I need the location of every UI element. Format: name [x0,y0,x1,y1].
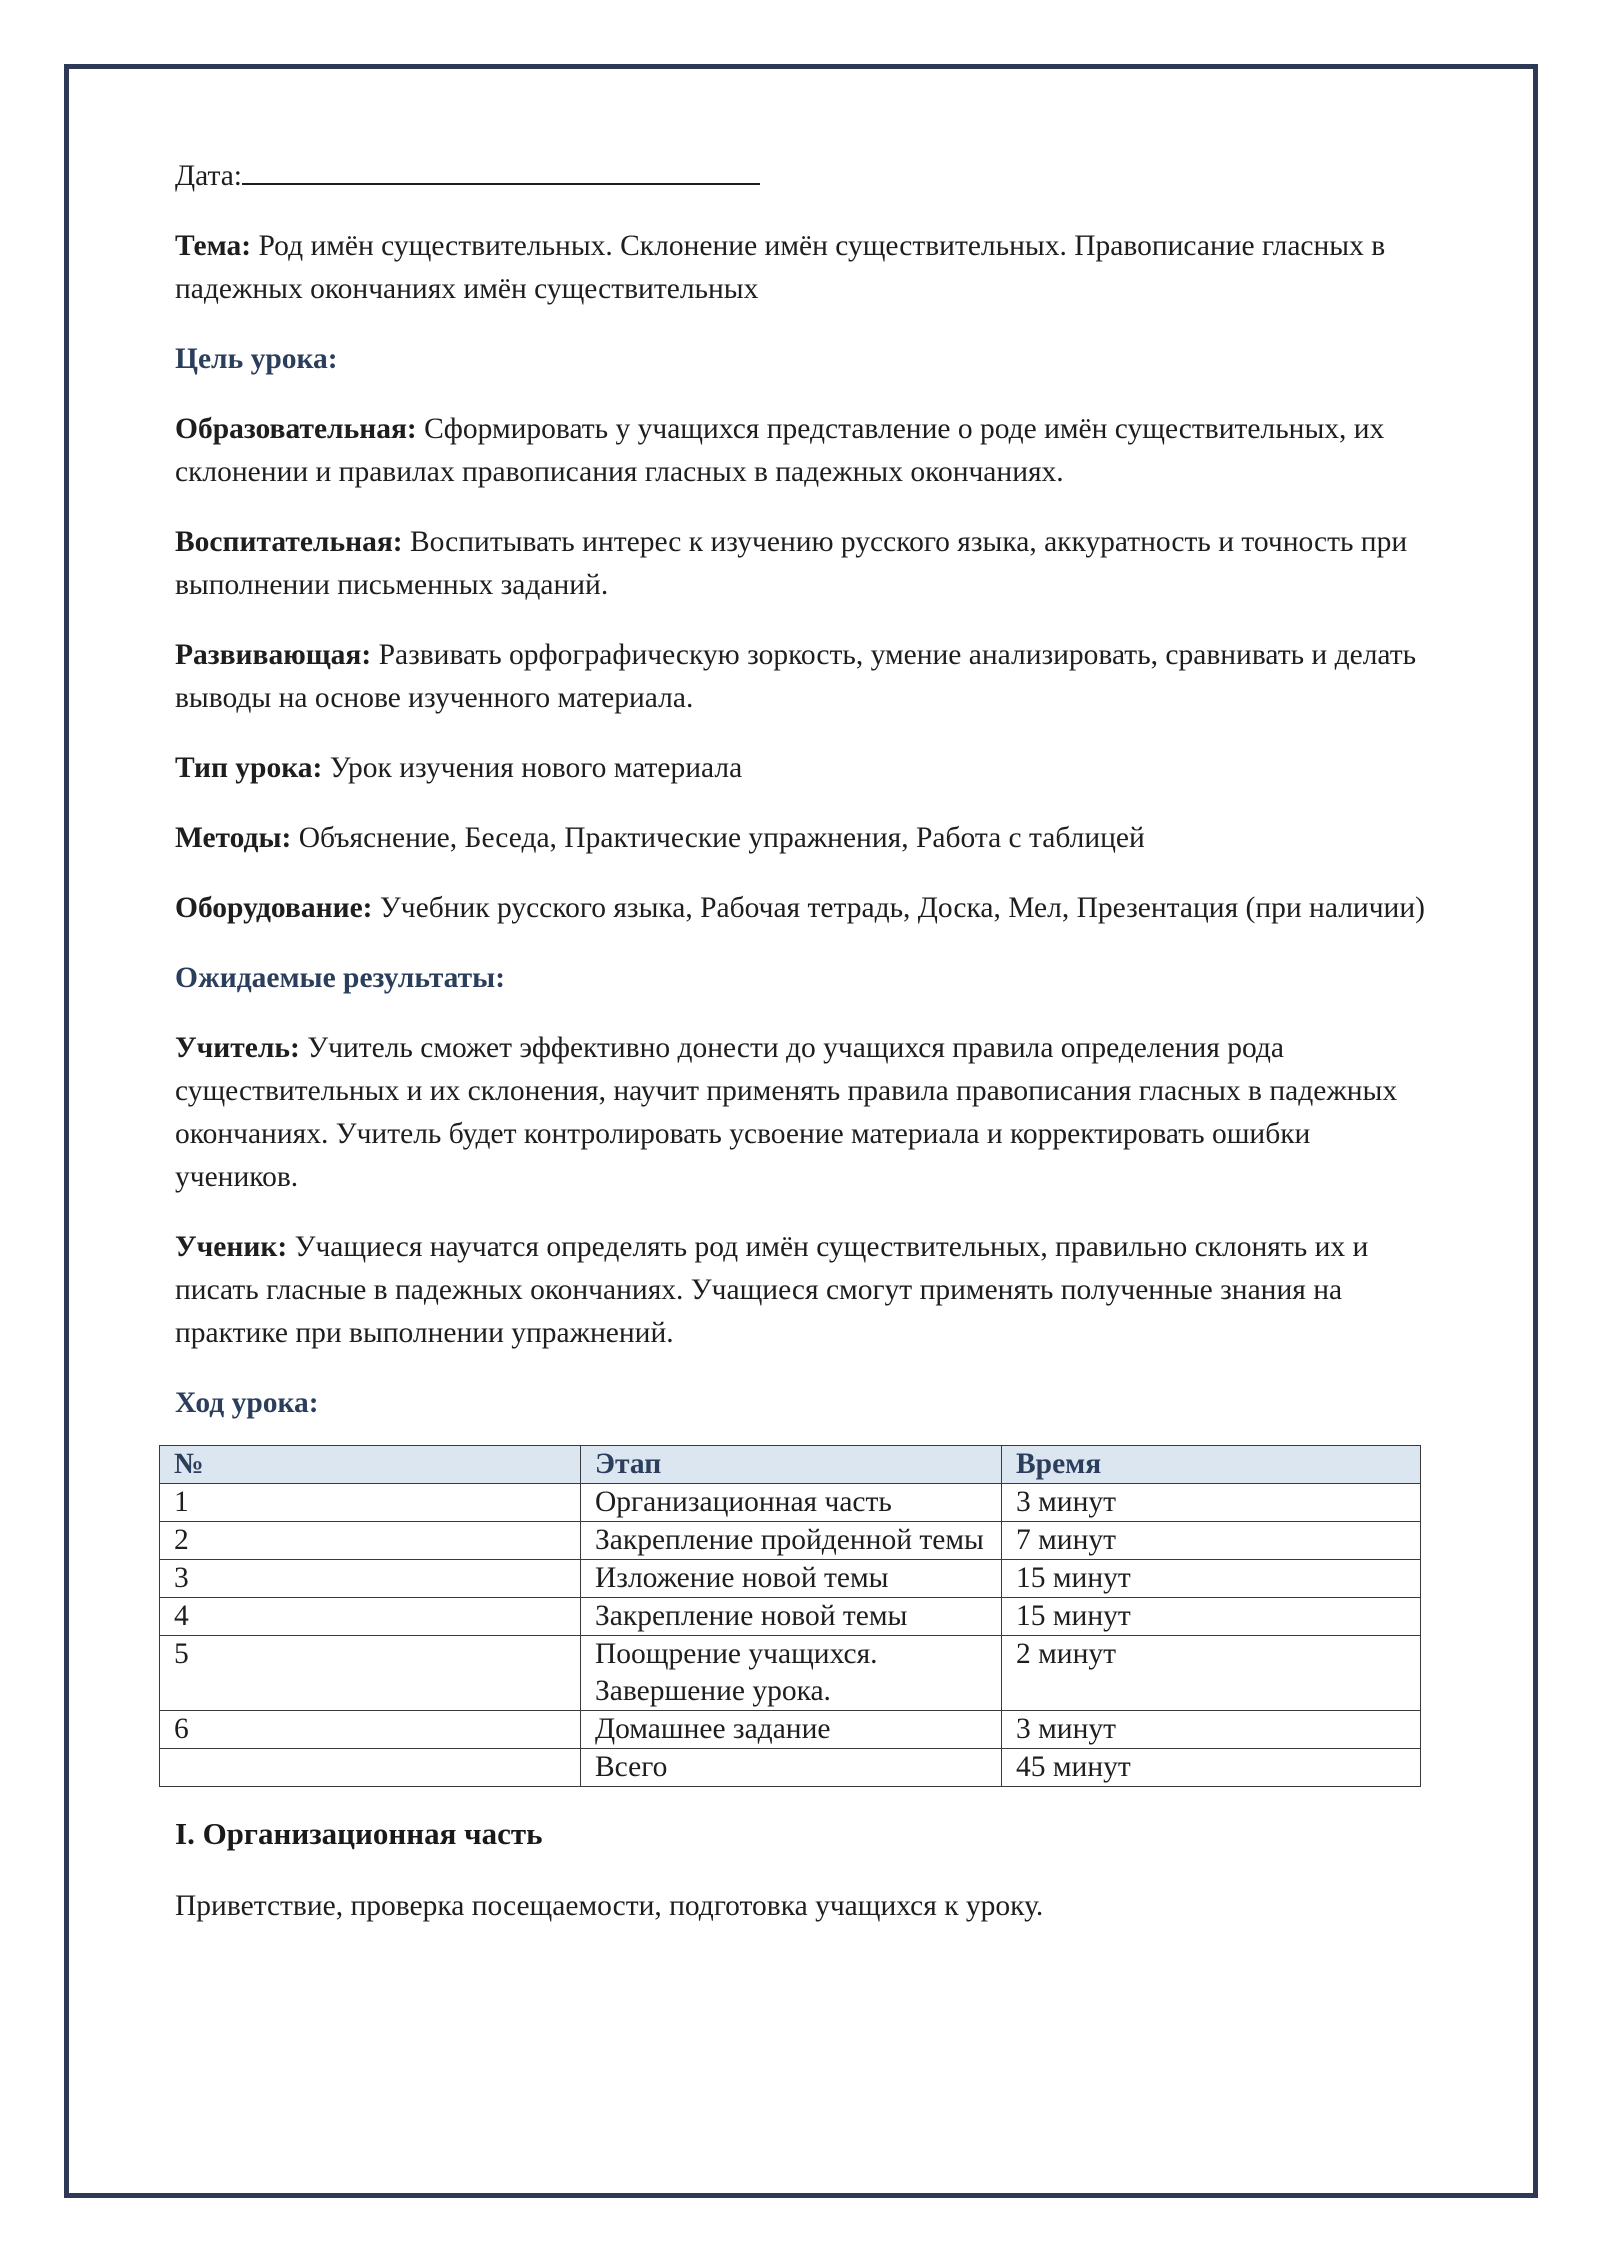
cell-number: 3 [160,1560,581,1598]
table-header-row [160,1446,1421,1484]
cell-time: 3 минут [1002,1484,1421,1522]
cell-number [160,1749,581,1787]
lesson-type-label: Тип урока: [175,752,323,784]
goal-upbringing [175,521,1425,607]
equipment [175,887,1425,930]
methods [175,817,1425,860]
result-label: Учитель: [175,1032,300,1064]
total-label: Всего [581,1749,1002,1787]
goal-developing [175,634,1425,720]
topic-text: Род имён существительных. Склонение имён существительных. Правописание гласных в падежных окончаниях имён существительных [175,230,1386,305]
goal-label: Образовательная: [175,413,417,445]
cell-stage: Домашнее задание [581,1711,1002,1749]
results-heading: Ожидаемые результаты: [175,962,506,994]
table-row [160,1522,1421,1560]
goal-label: Развивающая: [175,639,372,671]
date-field [175,150,1425,198]
lesson-plan-table [159,1445,1421,1787]
table-total-row [160,1749,1421,1787]
lesson-type-text: Урок изучения нового материала [322,752,743,784]
methods-label: Методы: [175,822,292,854]
cell-number: 5 [160,1636,581,1711]
result-student [175,1226,1425,1355]
result-text: Учащиеся научатся определять род имён существительных, правильно склонять их и писать гласные в падежных окончаниях. Учащиеся смогут применять полученные знания на практике при выполнении упражнений. [175,1231,1369,1349]
date-label: Дата: [175,160,242,192]
header-time: Время [1002,1446,1421,1484]
cell-stage: Закрепление пройденной темы [581,1522,1002,1560]
goal-text: Сформировать у учащихся представление о роде имён существительных, их склонении и правилах правописания гласных в падежных окончаниях. [175,413,1385,488]
table-row [160,1484,1421,1522]
table-row [160,1598,1421,1636]
result-teacher [175,1027,1425,1199]
header-stage: Этап [581,1446,1002,1484]
lesson-type [175,747,1425,790]
total-time: 45 минут [1002,1749,1421,1787]
result-label: Ученик: [175,1231,288,1263]
cell-stage: Поощрение учащихся. Завершение урока. [581,1636,1002,1711]
goal-educational [175,408,1425,494]
goal-label: Воспитательная: [175,526,403,558]
methods-text: Объяснение, Беседа, Практические упражнения, Работа с таблицей [291,822,1145,854]
cell-stage: Закрепление новой темы [581,1598,1002,1636]
equipment-label: Оборудование: [175,892,373,924]
cell-number: 4 [160,1598,581,1636]
cell-time: 2 минут [1002,1636,1421,1711]
cell-stage: Организационная часть [581,1484,1002,1522]
document-body [175,150,1425,1955]
result-text: Учитель сможет эффективно донести до учащихся правила определения рода существительных и их склонения, научит применять правила правописания гласных в падежных окончаниях. Учитель будет контролировать усвоение материала и корректировать ошибки учеников. [175,1032,1398,1193]
course-heading: Ход урока: [175,1387,319,1419]
cell-time: 15 минут [1002,1598,1421,1636]
table-row [160,1560,1421,1598]
table-row [160,1636,1421,1711]
cell-number: 6 [160,1711,581,1749]
section-text: Приветствие, проверка посещаемости, подготовка учащихся к уроку. [175,1890,1044,1922]
cell-stage: Изложение новой темы [581,1560,1002,1598]
cell-number: 1 [160,1484,581,1522]
goal-text: Развивать орфографическую зоркость, умение анализировать, сравнивать и делать выводы на основе изученного материала. [175,639,1417,714]
table-row [160,1711,1421,1749]
date-blank-line [242,150,760,185]
goal-heading: Цель урока: [175,343,338,375]
header-number: № [160,1446,581,1484]
topic [175,225,1425,311]
cell-time: 3 минут [1002,1711,1421,1749]
equipment-text: Учебник русского языка, Рабочая тетрадь, Доска, Мел, Презентация (при наличии) [372,892,1425,924]
cell-time: 7 минут [1002,1522,1421,1560]
topic-label: Тема: [175,230,252,262]
goal-text: Воспитывать интерес к изучению русского языка, аккуратность и точность при выполнении письменных заданий. [175,526,1408,601]
cell-time: 15 минут [1002,1560,1421,1598]
cell-number: 2 [160,1522,581,1560]
section-heading: I. Организационная часть [175,1816,543,1851]
